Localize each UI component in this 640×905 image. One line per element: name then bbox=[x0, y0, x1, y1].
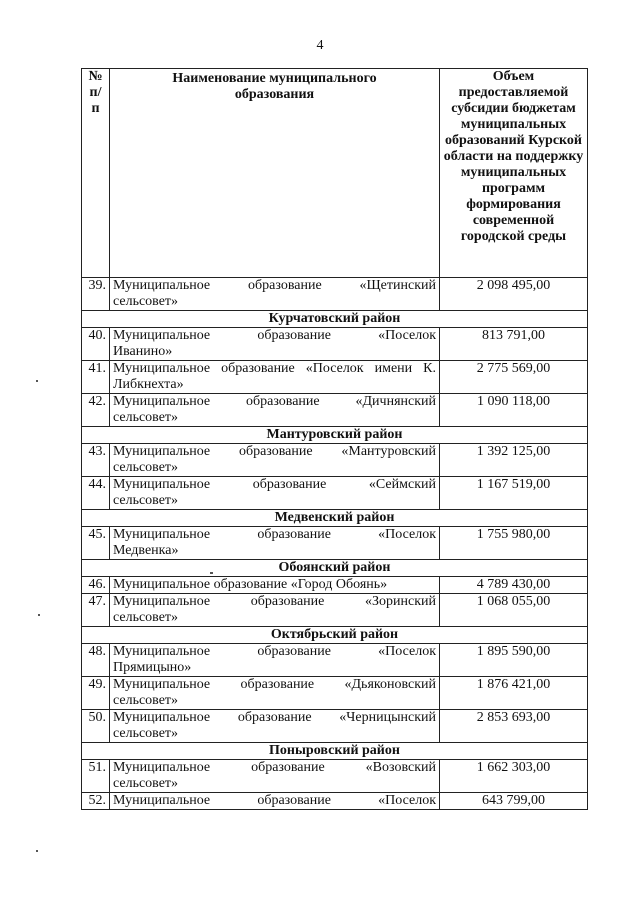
municipality-name bbox=[110, 577, 440, 594]
municipality-name bbox=[110, 710, 440, 743]
municipality-name-line2: сельсовет» bbox=[113, 294, 179, 309]
subsidy-amount: 1 876 421,00 bbox=[440, 677, 588, 710]
scan-speck bbox=[210, 572, 213, 574]
table-row bbox=[82, 394, 588, 427]
municipality-name-line2: сельсовет» bbox=[113, 410, 179, 425]
scan-speck bbox=[38, 614, 40, 616]
municipality-name-line1: Муниципальное образование «Поселок bbox=[113, 793, 436, 808]
district-row bbox=[82, 560, 588, 577]
district-row bbox=[82, 427, 588, 444]
row-number: 49. bbox=[82, 677, 110, 710]
municipality-name bbox=[110, 760, 440, 793]
municipality-name bbox=[110, 793, 440, 810]
municipality-name-line1: Муниципальное образование «Город Обоянь» bbox=[113, 577, 388, 592]
row-number: 40. bbox=[82, 328, 110, 361]
subsidy-amount: 1 068 055,00 bbox=[440, 594, 588, 627]
table-row bbox=[82, 278, 588, 311]
municipality-name bbox=[110, 477, 440, 510]
subsidy-amount: 1 167 519,00 bbox=[440, 477, 588, 510]
district-row bbox=[82, 311, 588, 328]
row-number: 47. bbox=[82, 594, 110, 627]
municipality-name-line1: Муниципальное образование «Поселок bbox=[113, 328, 436, 343]
municipality-name-line2: Прямицыно» bbox=[113, 660, 192, 675]
header-name: Наименование муниципального образования bbox=[110, 69, 440, 278]
row-number: 44. bbox=[82, 477, 110, 510]
municipality-name bbox=[110, 444, 440, 477]
municipality-name-line2: сельсовет» bbox=[113, 493, 179, 508]
municipality-name bbox=[110, 527, 440, 560]
row-number: 46. bbox=[82, 577, 110, 594]
row-number: 50. bbox=[82, 710, 110, 743]
header-amount: Объем предоставляемой субсидии бюджетам муниципальных образований Курской области на поддержку муниципальных программ формирования современной городской среды bbox=[440, 69, 588, 278]
subsidy-table bbox=[81, 68, 588, 810]
table-row bbox=[82, 444, 588, 477]
district-label: Октябрьский район bbox=[82, 627, 588, 644]
header-number: № п/ п bbox=[82, 69, 110, 278]
table-row bbox=[82, 527, 588, 560]
municipality-name-line1: Муниципальное образование «Зоринский bbox=[113, 594, 436, 609]
table-row bbox=[82, 328, 588, 361]
subsidy-amount: 2 098 495,00 bbox=[440, 278, 588, 311]
table-row bbox=[82, 644, 588, 677]
table-header bbox=[82, 69, 588, 278]
row-number: 45. bbox=[82, 527, 110, 560]
district-label: Поныровский район bbox=[82, 743, 588, 760]
row-number: 43. bbox=[82, 444, 110, 477]
municipality-name-line2: Либкнехта» bbox=[113, 377, 184, 392]
row-number: 39. bbox=[82, 278, 110, 311]
table-row bbox=[82, 677, 588, 710]
table-body bbox=[82, 278, 588, 810]
municipality-name-line2: сельсовет» bbox=[113, 726, 179, 741]
subsidy-amount: 1 895 590,00 bbox=[440, 644, 588, 677]
municipality-name bbox=[110, 278, 440, 311]
municipality-name-line1: Муниципальное образование «Поселок bbox=[113, 527, 436, 542]
table-row bbox=[82, 760, 588, 793]
row-number: 48. bbox=[82, 644, 110, 677]
municipality-name bbox=[110, 328, 440, 361]
subsidy-amount: 813 791,00 bbox=[440, 328, 588, 361]
subsidy-amount: 643 799,00 bbox=[440, 793, 588, 810]
municipality-name-line2: сельсовет» bbox=[113, 460, 179, 475]
subsidy-amount: 1 755 980,00 bbox=[440, 527, 588, 560]
municipality-name-line2: сельсовет» bbox=[113, 776, 179, 791]
municipality-name-line1: Муниципальное образование «Щетинский bbox=[113, 278, 436, 293]
subsidy-amount: 1 662 303,00 bbox=[440, 760, 588, 793]
municipality-name-line1: Муниципальное образование «Сеймский bbox=[113, 477, 436, 492]
municipality-name-line1: Муниципальное образование «Дичнянский bbox=[113, 394, 436, 409]
subsidy-amount: 1 090 118,00 bbox=[440, 394, 588, 427]
municipality-name-line1: Муниципальное образование «Мантуровский bbox=[113, 444, 436, 459]
municipality-name-line2: сельсовет» bbox=[113, 693, 179, 708]
district-row bbox=[82, 627, 588, 644]
municipality-name bbox=[110, 394, 440, 427]
municipality-name bbox=[110, 594, 440, 627]
row-number: 42. bbox=[82, 394, 110, 427]
subsidy-amount: 2 775 569,00 bbox=[440, 361, 588, 394]
table-row bbox=[82, 710, 588, 743]
scan-speck bbox=[36, 850, 38, 852]
municipality-name-line1: Муниципальное образование «Поселок bbox=[113, 644, 436, 659]
district-label: Медвенский район bbox=[82, 510, 588, 527]
table-row bbox=[82, 477, 588, 510]
table-row bbox=[82, 577, 588, 594]
municipality-name-line2: Медвенка» bbox=[113, 543, 179, 558]
municipality-name bbox=[110, 677, 440, 710]
table-row bbox=[82, 793, 588, 810]
district-row bbox=[82, 510, 588, 527]
municipality-name bbox=[110, 644, 440, 677]
table-row bbox=[82, 361, 588, 394]
row-number: 51. bbox=[82, 760, 110, 793]
row-number: 41. bbox=[82, 361, 110, 394]
district-label: Курчатовский район bbox=[82, 311, 588, 328]
municipality-name bbox=[110, 361, 440, 394]
municipality-name-line2: сельсовет» bbox=[113, 610, 179, 625]
municipality-name-line1: Муниципальное образование «Дьяконовский bbox=[113, 677, 436, 692]
scan-speck bbox=[36, 380, 38, 382]
district-label: Мантуровский район bbox=[82, 427, 588, 444]
municipality-name-line1: Муниципальное образование «Поселок имени К. bbox=[113, 361, 436, 376]
page-number: 4 bbox=[316, 38, 324, 53]
municipality-name-line2: Иванино» bbox=[113, 344, 173, 359]
subsidy-amount: 4 789 430,00 bbox=[440, 577, 588, 594]
subsidy-amount: 1 392 125,00 bbox=[440, 444, 588, 477]
district-row bbox=[82, 743, 588, 760]
district-label: Обоянский район bbox=[82, 560, 588, 577]
municipality-name-line1: Муниципальное образование «Черницынский bbox=[113, 710, 436, 725]
subsidy-amount: 2 853 693,00 bbox=[440, 710, 588, 743]
table-row bbox=[82, 594, 588, 627]
municipality-name-line1: Муниципальное образование «Возовский bbox=[113, 760, 436, 775]
row-number: 52. bbox=[82, 793, 110, 810]
